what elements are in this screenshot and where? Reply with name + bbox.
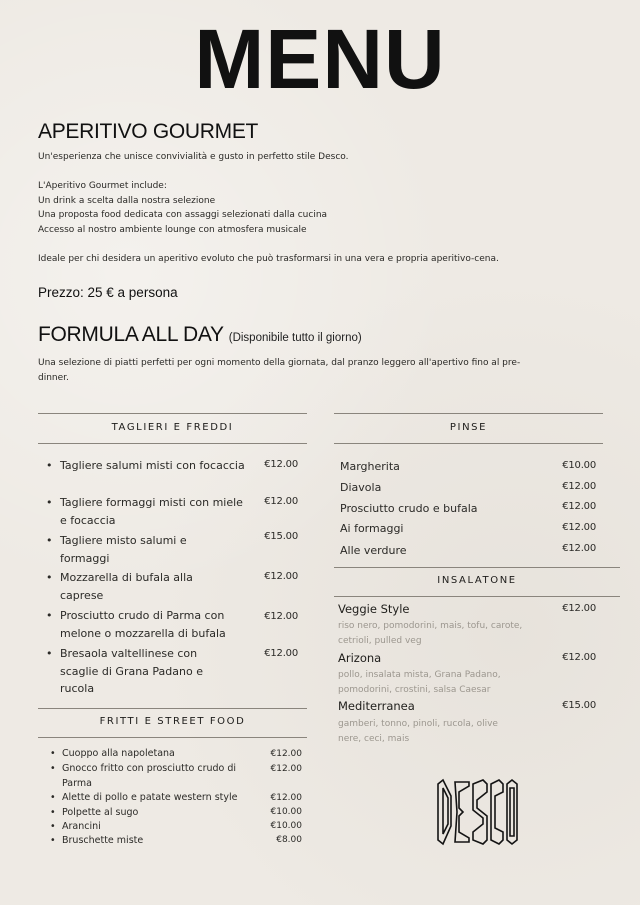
aperitivo-intro: Un'esperienza che unisce convivialità e gusto in perfetto stile Desco. [38, 152, 349, 162]
pinsa-name: Ai formaggi [340, 522, 404, 535]
salad-price: €12.00 [562, 603, 596, 614]
desco-logo-icon [435, 778, 519, 846]
item-name: Tagliere formaggi misti con miele e focaccia [60, 496, 243, 527]
menu-item [50, 806, 250, 821]
aperitivo-include-item: Accesso al nostro ambiente lounge con atmosfera musicale [38, 224, 307, 235]
bullet-icon: • [46, 534, 53, 547]
item-name: Mozzarella di bufala alla caprese [60, 571, 193, 602]
item-price: €10.00 [270, 821, 302, 831]
salad-name: Arizona [338, 651, 382, 665]
divider [38, 413, 307, 414]
aperitivo-include-item: Un drink a scelta dalla nostra selezione [38, 195, 216, 206]
salad-description: gamberi, tonno, pinoli, rucola, olive nere, ceci, mais [338, 719, 498, 744]
formula-description-line: dinner. [38, 373, 69, 383]
pinsa-name: Diavola [340, 481, 382, 494]
pinsa-name: Margherita [340, 460, 400, 473]
bullet-icon: • [46, 459, 53, 472]
bullet-icon: • [50, 835, 56, 846]
formula-description-line: Una selezione di piatti perfetti per ogni momento della giornata, dal pranzo leggero all'apertivo fino al pre- [38, 358, 521, 368]
item-price: €15.00 [264, 531, 298, 542]
desco-logo [435, 778, 519, 846]
salad-name: Veggie Style [338, 602, 410, 616]
menu-item [50, 820, 250, 835]
divider [334, 567, 620, 568]
item-name: Polpette al sugo [62, 807, 139, 818]
menu-item [46, 569, 221, 604]
menu-item [50, 791, 265, 806]
pinsa-name: Alle verdure [340, 544, 407, 557]
divider [334, 413, 603, 414]
menu-item [50, 747, 250, 762]
item-price: €10.00 [270, 807, 302, 817]
bullet-icon: • [50, 748, 56, 759]
divider [38, 443, 307, 444]
divider [334, 443, 603, 444]
salad-name: Mediterranea [338, 699, 415, 713]
menu-item [46, 645, 226, 698]
item-price: €12.00 [264, 648, 298, 659]
item-price: €12.00 [264, 611, 298, 622]
aperitivo-includes-label: L'Aperitivo Gourmet include: [38, 181, 167, 191]
pinsa-price: €12.00 [562, 543, 596, 554]
pinsa-price: €12.00 [562, 501, 596, 512]
salad-description: riso nero, pomodorini, mais, tofu, carote, cetrioli, pulled veg [338, 621, 523, 646]
bullet-icon: • [46, 609, 53, 622]
divider [38, 737, 307, 738]
item-name: Tagliere misto salumi e formaggi [60, 534, 187, 565]
item-name: Arancini [62, 821, 101, 832]
bullet-icon: • [50, 821, 56, 832]
item-price: €8.00 [276, 835, 302, 845]
item-price: €12.00 [264, 459, 298, 470]
item-name: Cuoppo alla napoletana [62, 748, 175, 759]
fritti-title: FRITTI E STREET FOOD [99, 716, 246, 727]
salad-price: €12.00 [562, 652, 596, 663]
salad-description: pollo, insalata mista, Grana Padano, pomodorini, crostini, salsa Caesar [338, 670, 501, 695]
menu-item [50, 834, 250, 849]
bullet-icon: • [46, 571, 53, 584]
menu-item [46, 494, 246, 529]
salad-price: €15.00 [562, 700, 596, 711]
item-price: €12.00 [264, 571, 298, 582]
menu-item [46, 457, 246, 475]
divider [334, 596, 620, 597]
item-price: €12.00 [270, 793, 302, 803]
item-name: Tagliere salumi misti con focaccia [60, 459, 245, 472]
divider [38, 708, 307, 709]
aperitivo-price: Prezzo: 25 € a persona [38, 285, 178, 300]
menu-item [46, 607, 251, 642]
formula-title-text: FORMULA ALL DAY [38, 323, 224, 346]
pinsa-price: €12.00 [562, 522, 596, 533]
formula-title [38, 323, 362, 347]
bullet-icon: • [50, 763, 56, 774]
pinsa-price: €12.00 [562, 481, 596, 492]
pinsa-price: €10.00 [562, 460, 596, 471]
bullet-icon: • [46, 647, 53, 660]
item-name: Gnocco fritto con prosciutto crudo di Parma [62, 763, 237, 789]
aperitivo-include-item: Una proposta food dedicata con assaggi selezionati dalla cucina [38, 210, 328, 220]
formula-subtitle: (Disponibile tutto il giorno) [228, 332, 362, 344]
item-price: €12.00 [270, 764, 302, 774]
item-price: €12.00 [264, 496, 298, 507]
item-name: Bruschette miste [62, 835, 144, 846]
menu-item [50, 762, 260, 791]
bullet-icon: • [50, 792, 56, 803]
menu-title: MENU [194, 12, 446, 106]
bullet-icon: • [50, 807, 56, 818]
pinsa-name: Prosciutto crudo e bufala [340, 502, 478, 515]
item-name: Bresaola valtellinese con scaglie di Grana Padano e rucola [60, 647, 203, 695]
insalatone-title: INSALATONE [437, 575, 517, 586]
taglieri-title: TAGLIERI E FREDDI [111, 422, 234, 433]
item-price: €12.00 [270, 749, 302, 759]
bullet-icon: • [46, 496, 53, 509]
pinse-title: PINSE [449, 422, 488, 433]
item-name: Prosciutto crudo di Parma con melone o mozzarella di bufala [60, 609, 226, 640]
aperitivo-title: APERITIVO GOURMET [38, 120, 259, 143]
menu-item [46, 532, 206, 567]
aperitivo-closing: Ideale per chi desidera un aperitivo evoluto che può trasformarsi in una vera e propria aperitivo-cena. [38, 254, 499, 264]
item-name: Alette di pollo e patate western style [62, 792, 238, 803]
